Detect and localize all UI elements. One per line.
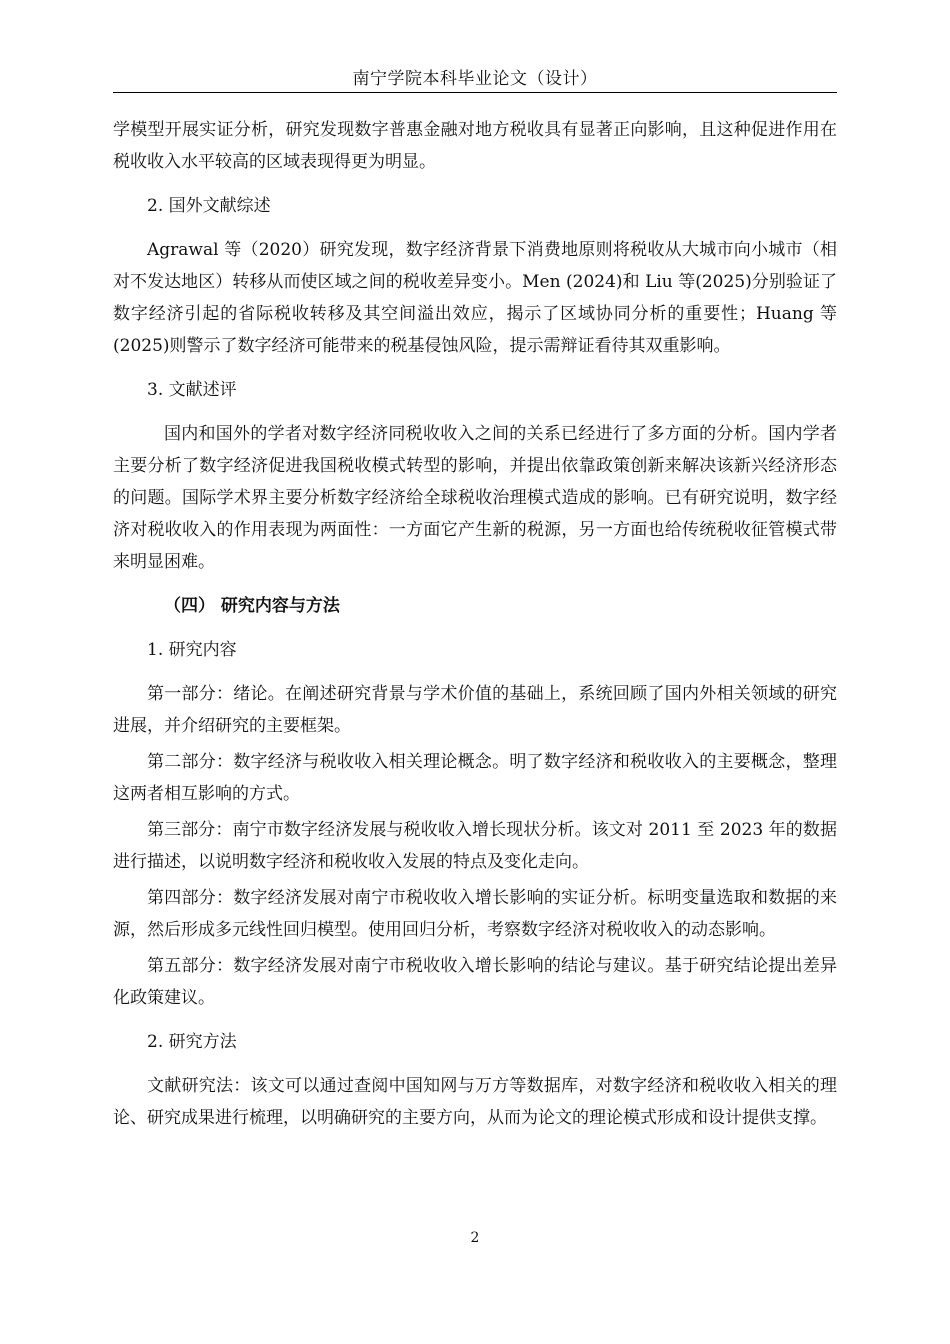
paragraph-part-five: 第五部分：数字经济发展对南宁市税收收入增长影响的结论与建议。基于研究结论提出差异化政策建议。 [113,956,837,1008]
paragraph-part-one: 第一部分：绪论。在阐述研究背景与学术价值的基础上，系统回顾了国内外相关领域的研究进展，并介绍研究的主要框架。 [113,684,837,736]
heading-literature-comment: 3. 文献述评 [147,380,237,400]
paragraph-foreign-review: Agrawal 等（2020）研究发现，数字经济背景下消费地原则将税收从大城市向小城市（相对不发达地区）转移从而使区域之间的税收差异变小。Men (2024)和 Liu 等(2025)分别验证了数字经济引起的省际税收转移及其空间溢出效应，揭示了区域协同分析的重要性；Huang 等(2025)则警示了数字经济可能带来的税基侵蚀风险，提示需辩证看待其双重影响。 [113,240,837,356]
heading-research-content: 1. 研究内容 [147,640,237,660]
paragraph-part-four: 第四部分：数字经济发展对南宁市税收收入增长影响的实证分析。标明变量选取和数据的来源，然后形成多元线性回归模型。使用回归分析，考察数字经济对税收收入的动态影响。 [113,888,837,940]
heading-research-methods: 2. 研究方法 [147,1032,237,1052]
paragraph-literature-method: 文献研究法：该文可以通过查阅中国知网与万方等数据库，对数字经济和税收收入相关的理论、研究成果进行梳理，以明确研究的主要方向，从而为论文的理论模式形成和设计提供支撑。 [113,1076,837,1128]
paragraph-part-three: 第三部分：南宁市数字经济发展与税收收入增长现状分析。该文对 2011 至 2023 年的数据进行描述，以说明数字经济和税收收入发展的特点及变化走向。 [113,820,837,872]
paragraph-part-two: 第二部分：数字经济与税收收入相关理论概念。明了数字经济和税收收入的主要概念，整理这两者相互影响的方式。 [113,752,837,804]
header-divider [113,92,837,93]
paragraph-literature-comment: 国内和国外的学者对数字经济同税收收入之间的关系已经进行了多方面的分析。国内学者主要分析了数字经济促进我国税收模式转型的影响，并提出依靠政策创新来解决该新兴经济形态的问题。国际学术界主要分析数字经济给全球税收治理模式造成的影响。已有研究说明，数字经济对税收收入的作用表现为两面性：一方面它产生新的税源，另一方面也给传统税收征管模式带来明显困难。 [113,424,837,572]
paragraph-continuation: 学模型开展实证分析，研究发现数字普惠金融对地方税收具有显著正向影响，且这种促进作用在税收收入水平较高的区域表现得更为明显。 [113,120,837,172]
heading-foreign-review: 2. 国外文献综述 [147,196,271,216]
page-body [113,114,837,1134]
page-header-title: 南宁学院本科毕业论文（设计） [352,69,598,89]
section-heading-content-methods: （四） 研究内容与方法 [164,596,340,616]
page-number: 2 [470,1230,480,1246]
